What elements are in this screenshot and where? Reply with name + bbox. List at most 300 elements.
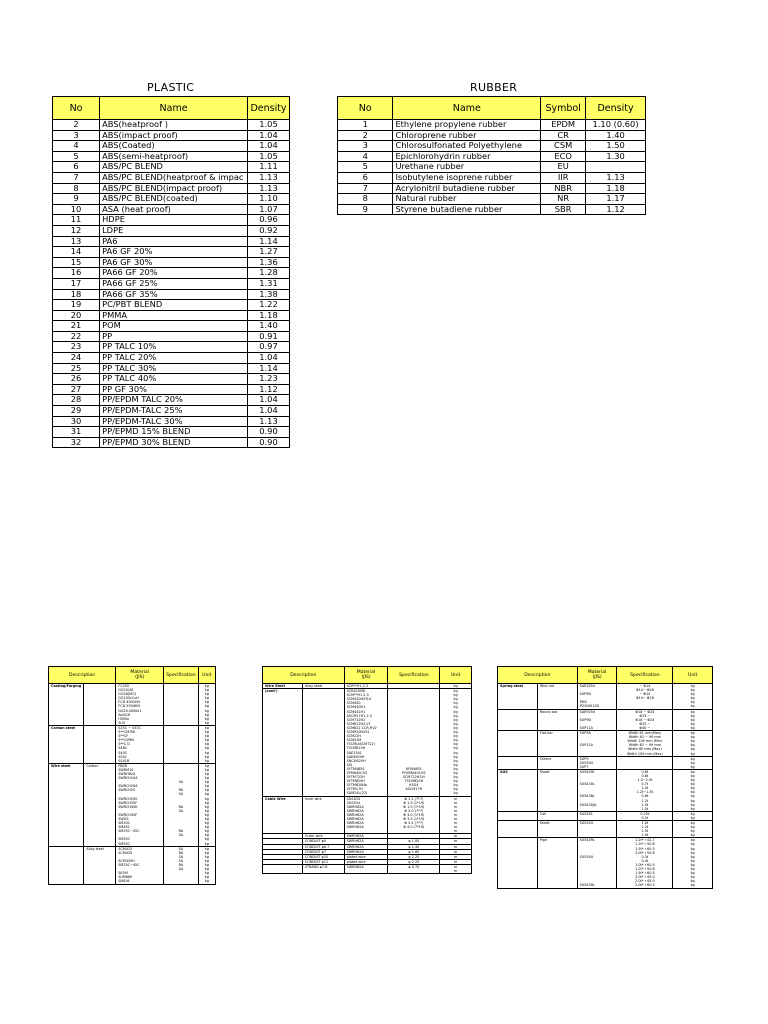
cell-no: 3 <box>338 141 393 152</box>
cell-unit: kg <box>198 837 215 841</box>
cell-unit: kg <box>673 731 713 736</box>
cell-unit: kg <box>440 751 472 755</box>
cell-specification: 2.0t* r 45.0 <box>617 875 673 879</box>
cell-subcategory: Pipe <box>537 838 577 843</box>
cell-specification: 1.0t <box>617 803 673 807</box>
cell-material: TSCM815H <box>344 746 388 750</box>
cell-density: 1.04 <box>248 353 290 364</box>
cell-name: ABS/PC BLEND(heatproof & impac <box>100 172 248 183</box>
cell-material: SWRH62A <box>344 805 388 809</box>
cell-material: FCD 400/450 <box>116 700 164 704</box>
cell-unit: kg <box>198 700 215 704</box>
cell-symbol: EPDM <box>541 120 586 131</box>
cell-no: 26 <box>53 374 100 385</box>
cell-subcategory: Sheet <box>537 821 577 826</box>
cell-unit: kg <box>673 816 713 821</box>
cell-specification: φ 0.70 <box>388 864 440 869</box>
cell-density: 1.22 <box>248 300 290 311</box>
cell-unit: kg <box>198 734 215 738</box>
cell-unit: kg <box>673 739 713 743</box>
column-header-description: Description <box>263 667 345 684</box>
cell-material: SWRM10 <box>116 768 164 772</box>
cell-name: PA66 GF 25% <box>100 278 248 289</box>
cell-material: SUS304 <box>577 855 617 859</box>
cell-unit: kg <box>198 742 215 746</box>
cell-specification: KSG4 <box>388 783 440 787</box>
cell-material: SUP11A <box>577 726 617 731</box>
cell-specification: Φ 1.5 (1*19) <box>388 805 440 809</box>
cell-name: PA66 GF 20% <box>100 268 248 279</box>
cell-specification: 0.2t <box>617 816 673 821</box>
cell-material: SWRH62A <box>344 849 388 854</box>
cell-density: 0.96 <box>248 215 290 226</box>
cell-density: 1.12 <box>586 204 646 215</box>
table-row <box>338 162 646 173</box>
table-row <box>53 172 290 183</box>
cell-unit: kg <box>440 689 472 694</box>
cell-subcategory: CONDUIT φ11 <box>302 859 344 864</box>
cell-material: SCM435 <box>116 851 164 855</box>
cell-unit: kg <box>198 797 215 801</box>
cell-unit: kg <box>198 746 215 750</box>
column-header-unit: Unit <box>673 667 713 684</box>
table-row <box>53 406 290 417</box>
cell-material: SUP11A <box>577 743 617 747</box>
table-row <box>53 225 290 236</box>
cell-name: PP/EPDM-TALC 25% <box>100 406 248 417</box>
cell-unit: kg <box>440 710 472 714</box>
cell-no: 24 <box>53 353 100 364</box>
cell-no: 25 <box>53 363 100 374</box>
table-header <box>498 667 713 684</box>
cell-unit: kg <box>198 688 215 692</box>
cell-unit: kg <box>673 761 713 765</box>
cell-name: Acrylonitril butadiene rubber <box>393 183 541 194</box>
cell-specification: Φ25 ~ <box>617 722 673 726</box>
cell-material: SUS304 <box>577 821 617 826</box>
cell-unit: kg <box>198 855 215 859</box>
table-row <box>338 141 646 152</box>
cell-unit: m <box>440 859 472 864</box>
table-row <box>53 374 290 385</box>
cell-unit: kg <box>673 799 713 803</box>
cell-unit: kg <box>673 794 713 798</box>
cell-specification: Φ18 ~ Φ24 <box>617 709 673 714</box>
cell-no: 9 <box>338 204 393 215</box>
cell-subcategory: Inner wire <box>302 796 344 801</box>
table-row <box>338 204 646 215</box>
cell-material: SUP9D <box>577 718 617 722</box>
cell-density: 0.90 <box>248 427 290 438</box>
cell-material: SNCM420H <box>344 759 388 763</box>
cell-unit: kg <box>198 879 215 884</box>
cell-density: 1.18 <box>248 310 290 321</box>
cell-unit: kg <box>198 759 215 764</box>
cell-material: SM25C~45C <box>116 863 164 867</box>
cell-density: 1.30 <box>586 151 646 162</box>
cell-unit: kg <box>673 883 713 888</box>
cell-material: SWRH62A <box>344 844 388 849</box>
cell-specification: φ 1.40 <box>388 844 440 849</box>
cell-specification: RA <box>164 829 199 833</box>
cell-unit: kg <box>673 786 713 790</box>
table-row <box>53 257 290 268</box>
material-table-c <box>497 666 713 889</box>
cell-subcategory: Carbon <box>84 763 116 768</box>
cell-no: 27 <box>53 384 100 395</box>
cell-subcategory: CONDUIT φ7 <box>302 849 344 854</box>
cell-unit: kg <box>673 859 713 863</box>
cell-name: PP GF 30% <box>100 384 248 395</box>
column-header-description: Description <box>498 667 578 684</box>
cell-unit: kg <box>440 742 472 746</box>
cell-name: PA66 GF 35% <box>100 289 248 300</box>
cell-material: SUP9D <box>577 692 617 696</box>
cell-unit: m <box>440 801 472 805</box>
cell-material: SCM920HVS1 <box>344 730 388 734</box>
table-row <box>53 183 290 194</box>
column-header-specification: Specification <box>164 667 199 684</box>
table-row <box>53 141 290 152</box>
cell-specification: 0.7t <box>617 782 673 786</box>
cell-material: FB08 <box>116 763 164 768</box>
cell-material: FCD 500/600 <box>116 704 164 708</box>
cell-unit: kg <box>673 735 713 739</box>
cell-material: SUS304 <box>577 761 617 765</box>
cell-unit: kg <box>198 805 215 809</box>
cell-symbol: NR <box>541 194 586 205</box>
cell-unit: kg <box>673 782 713 786</box>
cell-specification <box>164 879 199 884</box>
cell-density: 1.04 <box>248 130 290 141</box>
cell-specification: Width 61 mm(Max) <box>617 731 673 736</box>
cell-specification: 1.2t <box>617 825 673 829</box>
cell-name: PA6 GF 20% <box>100 247 248 258</box>
cell-name: PP <box>100 331 248 342</box>
table-row <box>53 342 290 353</box>
cell-unit: kg <box>440 775 472 779</box>
cell-specification: 1.2t~1.5t <box>617 790 673 794</box>
cell-material: PW2 <box>577 700 617 704</box>
cell-material: SCM41M <box>344 738 388 742</box>
cell-subcategory: Round bar <box>537 709 577 714</box>
table-row <box>53 120 290 131</box>
cell-unit: kg <box>198 829 215 833</box>
cell-specification: 1.5t* r 60.5 <box>617 871 673 875</box>
material-table-a <box>48 666 216 885</box>
cell-unit: kg <box>673 726 713 731</box>
cell-category: Wire Steel <box>263 684 303 689</box>
cell-unit: kg <box>198 863 215 867</box>
cell-unit: kg <box>198 875 215 879</box>
cell-material: SUS304 <box>344 801 388 805</box>
cell-unit: kg <box>673 879 713 883</box>
cell-no: 14 <box>53 247 100 258</box>
cell-material: SCM822H2,V1 <box>344 722 388 726</box>
cell-no: 15 <box>53 257 100 268</box>
cell-material: SK5M <box>116 871 164 875</box>
cell-no: 2 <box>338 130 393 141</box>
cell-subcategory: Alloy steel <box>84 846 116 851</box>
cell-specification: Φ 3.0 (1*19) <box>388 813 440 817</box>
cell-symbol: SBR <box>541 204 586 215</box>
cell-unit: m <box>440 817 472 821</box>
cell-no: 7 <box>338 183 393 194</box>
cell-unit: kg <box>440 722 472 726</box>
cell-specification: Φ25 ~ <box>617 714 673 718</box>
cell-unit: kg <box>198 751 215 755</box>
cell-density: 1.14 <box>248 236 290 247</box>
cell-density: 1.07 <box>248 204 290 215</box>
cell-no: 17 <box>53 278 100 289</box>
cell-material: SYTM17H <box>344 787 388 791</box>
cell-unit: kg <box>198 713 215 717</box>
table-row <box>53 395 290 406</box>
cell-material: FC250 <box>116 684 164 689</box>
cell-unit: kg <box>673 811 713 816</box>
cell-unit: kg <box>673 833 713 838</box>
cell-unit: kg <box>198 813 215 817</box>
cell-material: SUP9 <box>577 756 617 761</box>
cell-material: SWRCH25 <box>116 788 164 792</box>
cell-unit: kg <box>198 784 215 788</box>
cell-symbol: ECO <box>541 151 586 162</box>
cell-density: 1.13 <box>586 172 646 183</box>
cell-material: SWRCH10A <box>116 776 164 780</box>
cell-name: PP/EPMD 30% BLEND <box>100 437 248 448</box>
cell-specification: Φ 2.0 (7*7) <box>388 809 440 813</box>
cell-specification: RA <box>164 805 199 809</box>
cell-unit: kg <box>673 807 713 812</box>
cell-specification: SA <box>164 780 199 784</box>
cell-no: 6 <box>53 162 100 173</box>
cell-specification: Φ 1.2 (7*7) <box>388 796 440 801</box>
cell-no: 5 <box>53 151 100 162</box>
cell-no: 30 <box>53 416 100 427</box>
cell-unit: kg <box>198 776 215 780</box>
cell-unit: m <box>440 825 472 829</box>
cell-symbol: EU <box>541 162 586 173</box>
cell-unit: kg <box>440 714 472 718</box>
cell-specification <box>388 869 440 874</box>
cell-material: SCM435H <box>116 859 164 863</box>
cell-specification: Width 100 mm (Max) <box>617 752 673 757</box>
cell-subcategory: Wire rod <box>537 684 577 689</box>
cell-specification: 0.6t <box>617 794 673 798</box>
table-row <box>53 247 290 258</box>
cell-density: 1.05 <box>248 120 290 131</box>
cell-density: 1.11 <box>248 162 290 173</box>
table-row <box>53 416 290 427</box>
cell-unit: kg <box>198 801 215 805</box>
cell-specification: SA <box>164 846 199 851</box>
cell-density: 0.90 <box>248 437 290 448</box>
cell-specification: SA <box>164 792 199 796</box>
cell-material: SM50C <box>116 837 164 841</box>
cell-specification: φ 1.00 <box>388 839 440 844</box>
table-row <box>53 162 290 173</box>
cell-material: SYTM485S <box>344 767 388 771</box>
cell-no: 1 <box>338 120 393 131</box>
column-header-material: Material (JIS) <box>344 667 388 684</box>
cell-unit: kg <box>440 684 472 689</box>
cell-material: SUS409L <box>577 769 617 774</box>
cell-material: SWRH62A <box>344 825 388 829</box>
cell-name: ABS/PC BLEND(impact proof) <box>100 183 248 194</box>
cell-unit: kg <box>673 821 713 826</box>
cell-unit: kg <box>673 875 713 879</box>
cell-material: SWRH62A <box>344 839 388 844</box>
cell-unit: kg <box>440 759 472 763</box>
table-header <box>49 667 216 684</box>
cell-no: 2 <box>53 120 100 131</box>
cell-material: SWRCH45K <box>116 805 164 809</box>
cell-specification: RA <box>164 863 199 867</box>
cell-material: SM20C <box>116 821 164 825</box>
cell-density: 1.13 <box>248 172 290 183</box>
cell-unit: kg <box>198 755 215 759</box>
cell-subcategory: Others <box>537 756 577 761</box>
cell-material: TSCM(ASCM722) <box>344 742 388 746</box>
cell-material: SUP7 <box>577 765 617 770</box>
cell-density: 1.31 <box>248 278 290 289</box>
cell-material: SM45C <box>116 825 164 829</box>
cell-material: SUS436L <box>577 794 617 798</box>
cell-category: Carbon steel <box>49 725 84 730</box>
table-row <box>53 363 290 374</box>
cell-no: 22 <box>53 331 100 342</box>
cell-name: PP TALC 20% <box>100 353 248 364</box>
cell-subcategory: Alloy steel <box>302 684 344 689</box>
cell-material: SWRH62A <box>344 817 388 821</box>
cell-unit: kg <box>440 755 472 759</box>
cell-specification: φ 2.20 <box>388 859 440 864</box>
cell-material: SUS430L <box>577 782 617 786</box>
cell-unit: kg <box>198 817 215 821</box>
cell-no: 32 <box>53 437 100 448</box>
column-header-unit: Unit <box>198 667 215 684</box>
cell-no: 19 <box>53 300 100 311</box>
cell-specification: SA <box>164 867 199 871</box>
cell-material: SUS439L <box>577 883 617 888</box>
cell-unit: kg <box>198 871 215 875</box>
cell-unit: kg <box>440 738 472 742</box>
cell-density: 1.12 <box>248 384 290 395</box>
cell-unit: m <box>440 854 472 859</box>
cell-material: SCM440 <box>344 701 388 705</box>
cell-unit: kg <box>198 825 215 829</box>
cell-subcategory: Sheet <box>537 769 577 774</box>
cell-unit: m <box>440 796 472 801</box>
column-header-unit: Unit <box>440 667 472 684</box>
cell-material: plated wire <box>344 859 388 864</box>
cell-unit: kg <box>673 747 713 751</box>
cell-unit: kg <box>673 863 713 867</box>
cell-material: GG26(MO) <box>116 692 164 696</box>
table-row <box>53 204 290 215</box>
cell-material: SUS <box>116 721 164 726</box>
cell-unit: kg <box>673 696 713 700</box>
cell-specification: Width 61 ~ 99 mm <box>617 735 673 739</box>
cell-unit: kg <box>440 746 472 750</box>
cell-subcategory <box>84 879 116 884</box>
cell-material: GG20GrCuH <box>116 696 164 700</box>
cell-unit: kg <box>673 803 713 807</box>
cell-subcategory: CONDUIT φ6.7 <box>302 844 344 849</box>
table-row <box>338 172 646 183</box>
cell-unit: kg <box>440 767 472 771</box>
cell-specification: TSCM820H <box>388 779 440 783</box>
cell-specification: SA <box>164 833 199 837</box>
table-header <box>338 97 646 120</box>
cell-unit: kg <box>198 692 215 696</box>
cell-unit: m <box>440 839 472 844</box>
cell-no: 7 <box>53 172 100 183</box>
column-header-specification: Specification <box>617 667 673 684</box>
cell-material: SCM722H2 <box>344 718 388 722</box>
table-row <box>53 130 290 141</box>
cell-unit: kg <box>198 738 215 742</box>
cell-specification: 0.4t <box>617 859 673 863</box>
cell-material: GG20/26 <box>116 688 164 692</box>
cell-unit: kg <box>440 697 472 701</box>
column-header-name: Name <box>100 97 248 120</box>
cell-material: POSHIS12D <box>577 704 617 709</box>
cell-density: 1.13 <box>248 183 290 194</box>
rubber-table <box>337 96 646 215</box>
cell-density: 1.04 <box>248 406 290 417</box>
cell-material: SWRCH45F <box>116 813 164 817</box>
cell-specification: Φ18 ~ Φ24 <box>617 718 673 722</box>
cell-unit: kg <box>673 774 713 778</box>
cell-specification: Width 60 mm (Max) <box>617 747 673 751</box>
cell-specification: Width 61 ~ 99 mm <box>617 743 673 747</box>
cell-category: (cont') <box>263 689 303 694</box>
table-row <box>53 427 290 438</box>
table-row <box>53 151 290 162</box>
cell-unit: kg <box>198 792 215 796</box>
cell-unit: kg <box>673 765 713 770</box>
cell-category: Spring steel <box>498 684 538 689</box>
cell-no: 8 <box>53 183 100 194</box>
cell-name: ABS(semi-heatproof) <box>100 151 248 162</box>
cell-name: ASA (heat proof) <box>100 204 248 215</box>
cell-specification: 1.5t* r 60.5 <box>617 847 673 851</box>
cell-symbol: CSM <box>541 141 586 152</box>
cell-category: Cable Wire <box>263 796 303 801</box>
cell-specification: 2.0t* r 60.5 <box>617 883 673 888</box>
cell-unit: kg <box>440 734 472 738</box>
cell-material <box>344 869 388 874</box>
table-row <box>53 310 290 321</box>
cell-material: plated wire <box>344 854 388 859</box>
cell-material: SWRCH18A <box>116 784 164 788</box>
cell-density: 1.05 <box>248 151 290 162</box>
cell-density: 1.40 <box>248 321 290 332</box>
cell-name: ABS/PC BLEND <box>100 162 248 173</box>
cell-material: HSiMo <box>116 717 164 721</box>
cell-unit: kg <box>198 780 215 784</box>
cell-material: SoGGH <box>116 713 164 717</box>
cell-density: 1.18 <box>586 183 646 194</box>
column-header-name: Name <box>393 97 541 120</box>
cell-material: SCR**H1,2,3 <box>344 684 388 689</box>
cell-no: 9 <box>53 194 100 205</box>
cell-density: 1.28 <box>248 268 290 279</box>
cell-material: SWRH62A <box>344 813 388 817</box>
column-header-description: Description <box>49 667 116 684</box>
cell-name: PP TALC 40% <box>100 374 248 385</box>
